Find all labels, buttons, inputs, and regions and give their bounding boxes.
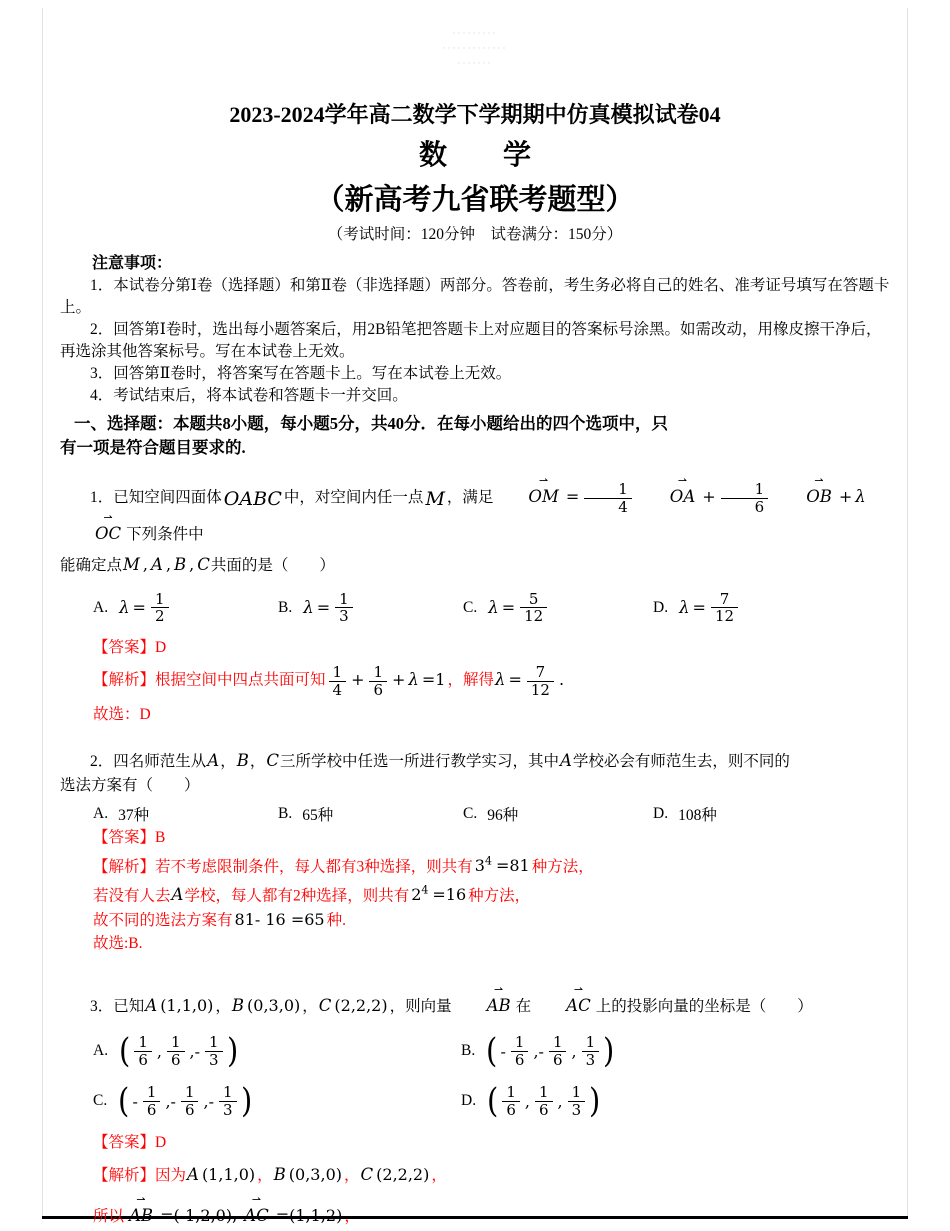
question-3-option-a: [93, 1031, 461, 1072]
question-3-option-b: [461, 1031, 890, 1072]
question-3-option-d: [461, 1081, 890, 1122]
fraction: $\frac{5}{12}$: [520, 591, 547, 625]
fraction: $\frac{1}{3}$: [219, 1084, 237, 1118]
option-label: A.: [93, 598, 109, 616]
vector-arrow-icon: ⇀: [677, 474, 688, 488]
option-value: 37种: [118, 807, 150, 825]
fraction: $\frac{1}{4}$: [329, 664, 347, 698]
question-1-option-b: [278, 591, 463, 625]
watermark-line: ·········: [452, 28, 498, 38]
vector: ⇀ AB: [456, 989, 512, 1022]
notice-item-1: 1．本试卷分第Ⅰ卷（选择题）和第Ⅱ卷（非选择题）两部分。答卷前，考生务必将自己的姓名、准考证号填写在答题卡上。: [60, 277, 890, 317]
notice-section: [60, 252, 890, 407]
fraction: $\frac{1}{6}$: [535, 1084, 553, 1118]
question-2-analysis-1: 【解析】若不考虑限制条件，每人都有3种选择，则共有 $3^4 =81$ 种方法，: [93, 854, 594, 876]
option-label: B.: [461, 1042, 476, 1060]
vector: ⇀ OB: [775, 480, 833, 513]
vector-arrow-icon: ⇀: [136, 1192, 146, 1206]
question-2-analysis-3: 故不同的选法方案有 81- 16 =65 种.: [93, 910, 346, 930]
vector-arrow-icon: ⇀: [251, 1192, 262, 1206]
notice-item-2: 2．回答第Ⅰ卷时，选出每小题答案后，用2B铅笔把答题卡上对应题目的答案标号涂黑。如需改动，用橡皮擦干净后，再选涂其他答案标号。写在本试卷上无效。: [60, 321, 882, 361]
option-value: 96种: [487, 807, 519, 825]
fraction: $\frac{1}{6}$: [511, 1034, 529, 1068]
watermark-line: ·······: [457, 58, 493, 68]
fraction: $\frac{1}{3}$: [205, 1034, 223, 1068]
exam-title: 2023-2024学年高二数学下学期期中仿真模拟试卷04: [229, 102, 721, 127]
question-2-conclusion: 故选:B.: [93, 934, 143, 952]
fraction: $\frac{1}{6}$: [134, 1034, 152, 1068]
option-value: λ = $\frac{1}{3}$: [302, 591, 355, 625]
question-2-analysis-2: 若没有人去A学校，每人都有2种选择，则共有 $2^4 =16$ 种方法，: [93, 884, 531, 905]
fraction: $\frac{1}{6}$: [369, 664, 387, 698]
question-3-answer: 【答案】D: [93, 1134, 167, 1152]
question-1-option-d: [653, 591, 890, 625]
option-value: ( $\frac{1}{6}$ , $\frac{1}{6}$ ,- $\frac{1}{3}$ ): [119, 1031, 238, 1072]
option-label: A.: [93, 805, 109, 823]
subject-heading: 数 学: [418, 140, 531, 171]
question-1-conclusion: 故选：D: [93, 706, 151, 724]
option-label: C.: [463, 805, 478, 823]
fraction: $\frac{1}{3}$: [335, 591, 353, 625]
vector-arrow-icon: ⇀: [814, 474, 824, 488]
option-label: D.: [461, 1092, 477, 1110]
question-3-options: [60, 1031, 890, 1122]
option-value: ( - $\frac{1}{6}$ ,- $\frac{1}{6}$ ,- $\frac{1}{3}$ ): [118, 1081, 252, 1122]
question-3-option-c: [93, 1081, 461, 1122]
power: $2^4$: [411, 884, 429, 905]
question-1-analysis: 【解析】根据空间中四点共面可知 $\frac{1}{4}$ + $\frac{1}{6}$ + λ =1 ，解得λ = $\frac{7}{12}$ .: [93, 663, 565, 699]
notice-item-4: 4．考试结束后，将本试卷和答题卡一并交回。: [90, 387, 408, 405]
vector: ⇀ OA: [639, 480, 696, 513]
vector-arrow-icon: ⇀: [573, 983, 584, 997]
question-2-answer: 【答案】B: [93, 829, 166, 847]
notice-item-3: 3．回答第Ⅱ卷时，将答案写在答题卡上。写在本试卷上无效。: [90, 365, 512, 383]
question-2-stem: 2．四名师范生从A，B，C三所学校中任选一所进行教学实习，其中A学校必会有师范生去，则不同的 选法方案有（ ）: [60, 751, 790, 795]
question-1-answer: 【答案】D: [93, 638, 167, 656]
watermark-line: ·············: [442, 43, 508, 53]
option-label: C.: [463, 598, 478, 616]
fraction: $\frac{1}{4}$: [584, 481, 632, 515]
vector: ⇀ AC: [535, 989, 592, 1022]
fraction: $\frac{1}{6}$: [502, 1084, 520, 1118]
question-3-analysis-1: 【解析】因为A (1,1,0) ，B (0,3,0) ，C (2,2,2) ，: [93, 1164, 447, 1184]
option-value: 108种: [678, 807, 717, 825]
question-1-stem: 1．已知空间四面体 OABC 中，对空间内任一点 M ，满足 ⇀ OM = $\frac{1}{4}$ ⇀ OA + $\frac{1}{6}$ ⇀ OB + λ ⇀ OC 下列条件中 能确定点M , A , B , C共面的是（ ）: [60, 476, 890, 580]
option-value: ( - $\frac{1}{6}$ ,- $\frac{1}{6}$ , $\frac{1}{3}$ ): [486, 1031, 615, 1072]
question-1-option-c: [463, 591, 653, 625]
question-3-analysis-2: 所以 ⇀ AB =(-1,2,0), ⇀ AC =(1,1,2) ，: [60, 1196, 890, 1231]
fraction: $\frac{1}{3}$: [568, 1084, 586, 1118]
question-1: [60, 476, 890, 729]
vector-arrow-icon: ⇀: [539, 474, 549, 488]
option-label: B.: [278, 598, 293, 616]
question-2-option-b: [278, 803, 463, 825]
fraction: $\frac{7}{12}$: [711, 591, 738, 625]
fraction: $\frac{1}{6}$: [181, 1084, 199, 1118]
question-3: [60, 985, 890, 1230]
question-2-option-a: [93, 803, 278, 825]
watermark: [0, 26, 950, 71]
vector: ⇀ OM: [497, 480, 559, 513]
vector-arrow-icon: ⇀: [103, 511, 113, 525]
power: $3^4$: [474, 854, 492, 876]
notice-heading: 注意事项：: [92, 255, 173, 272]
option-value: λ = $\frac{5}{12}$: [487, 591, 550, 625]
exam-type-subtitle: （新高考九省联考题型）: [315, 184, 635, 216]
exam-info-line: （考试时间：120分钟 试卷满分：150分）: [327, 226, 623, 243]
fraction: $\frac{1}{6}$: [721, 481, 769, 515]
document-body: [60, 84, 890, 1231]
page-border-right: [907, 8, 908, 1218]
option-value: λ = $\frac{1}{2}$: [118, 591, 171, 625]
vector: ⇀ AC: [243, 1199, 270, 1231]
question-1-option-a: [93, 591, 278, 625]
question-3-stem: 3．已知A (1,1,0) ，B (0,3,0) ，C (2,2,2) ，则向量 ⇀ AB 在 ⇀ AC 上的投影向量的坐标是（ ）: [60, 985, 890, 1022]
question-2-options: [60, 803, 890, 825]
question-1-options: [60, 591, 890, 625]
fraction: $\frac{7}{12}$: [527, 664, 554, 698]
section-1-heading: [60, 412, 890, 460]
vector: ⇀ AB: [128, 1199, 154, 1231]
option-label: B.: [278, 805, 293, 823]
section-heading-line-1: 一、选择题：本题共8小题，每小题5分，共40分．在每小题给出的四个选项中，只: [74, 414, 668, 434]
option-label: C.: [93, 1092, 108, 1110]
option-value: ( $\frac{1}{6}$ , $\frac{1}{6}$ , $\frac{1}{3}$ ): [487, 1081, 601, 1122]
option-label: A.: [93, 1042, 109, 1060]
fraction: $\frac{1}{6}$: [549, 1034, 567, 1068]
vector: ⇀ OC: [64, 517, 122, 550]
question-2-option-d: [653, 803, 890, 825]
question-2-option-c: [463, 803, 653, 825]
page-border-left: [42, 8, 43, 1218]
fraction: $\frac{1}{2}$: [151, 591, 169, 625]
option-label: D.: [653, 805, 669, 823]
option-value: 65种: [302, 807, 334, 825]
fraction: $\frac{1}{6}$: [143, 1084, 161, 1118]
vector-arrow-icon: ⇀: [494, 983, 504, 997]
fraction: $\frac{1}{3}$: [582, 1034, 600, 1068]
question-2: [60, 745, 890, 955]
fraction: $\frac{1}{6}$: [167, 1034, 185, 1068]
section-heading-line-2: 有一项是符合题目要求的.: [60, 438, 246, 458]
option-label: D.: [653, 598, 669, 616]
option-value: λ = $\frac{7}{12}$: [678, 591, 741, 625]
